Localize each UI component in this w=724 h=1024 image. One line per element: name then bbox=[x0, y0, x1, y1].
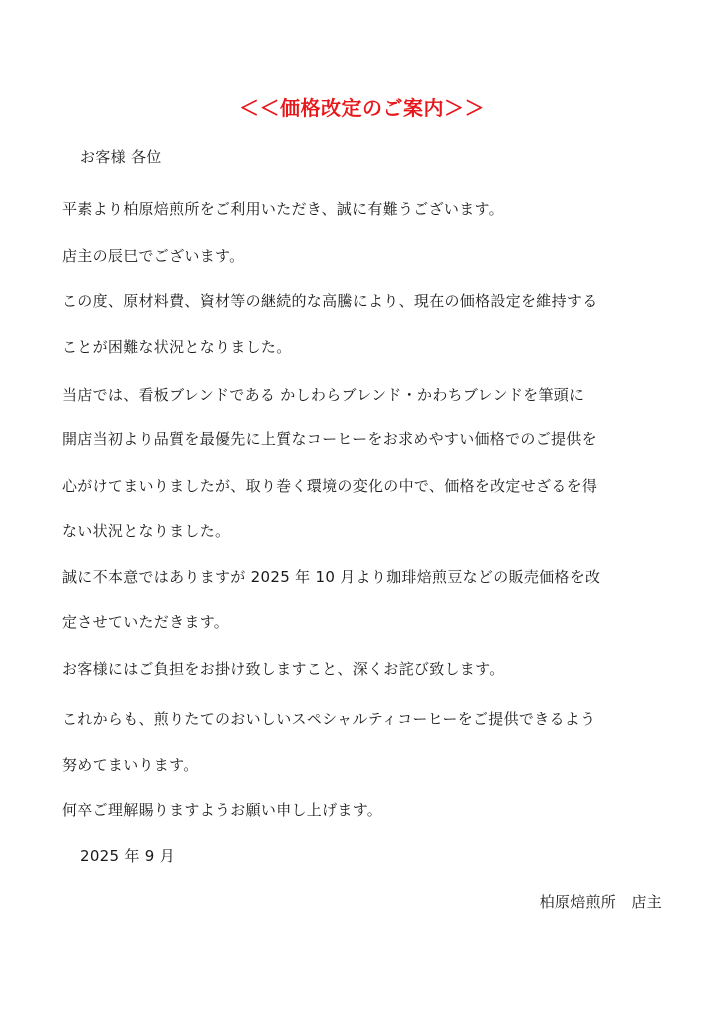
body-line: 店主の辰巳でございます。 bbox=[62, 247, 245, 265]
body-line: 平素より柏原焙煎所をご利用いただき、誠に有難うございます。 bbox=[62, 200, 504, 218]
body-line: 当店では、看板ブレンドである かしわらブレンド・かわちブレンドを筆頭に bbox=[62, 386, 585, 404]
body-line: 心がけてまいりましたが、取り巻く環境の変化の中で、価格を改定せざるを得 bbox=[62, 477, 598, 495]
body-line: ことが困難な状況となりました。 bbox=[62, 338, 292, 356]
body-line: これからも、煎りたてのおいしいスペシャルティコーヒーをご提供できるよう bbox=[62, 710, 596, 728]
document-date: 2025 年 9 月 bbox=[80, 847, 176, 865]
salutation: お客様 各位 bbox=[80, 148, 162, 166]
body-line: ない状況となりました。 bbox=[62, 522, 231, 540]
body-line: 誠に不本意ではありますが 2025 年 10 月より珈琲焙煎豆などの販売価格を改 bbox=[62, 568, 601, 586]
body-line: 努めてまいります。 bbox=[62, 756, 199, 774]
body-line: 何卒ご理解賜りますようお願い申し上げます。 bbox=[62, 801, 383, 819]
signature: 柏原焙煎所 店主 bbox=[539, 893, 662, 911]
body-line: お客様にはご負担をお掛け致しますこと、深くお詫び致します。 bbox=[62, 660, 505, 678]
body-line: この度、原材料費、資材等の継続的な高騰により、現在の価格設定を維持する bbox=[62, 292, 598, 310]
body-line: 定させていただきます。 bbox=[62, 613, 230, 631]
document-title: ＜＜価格改定のご案内＞＞ bbox=[239, 96, 485, 120]
body-line: 開店当初より品質を最優先に上質なコーヒーをお求めやすい価格でのご提供を bbox=[62, 430, 597, 448]
